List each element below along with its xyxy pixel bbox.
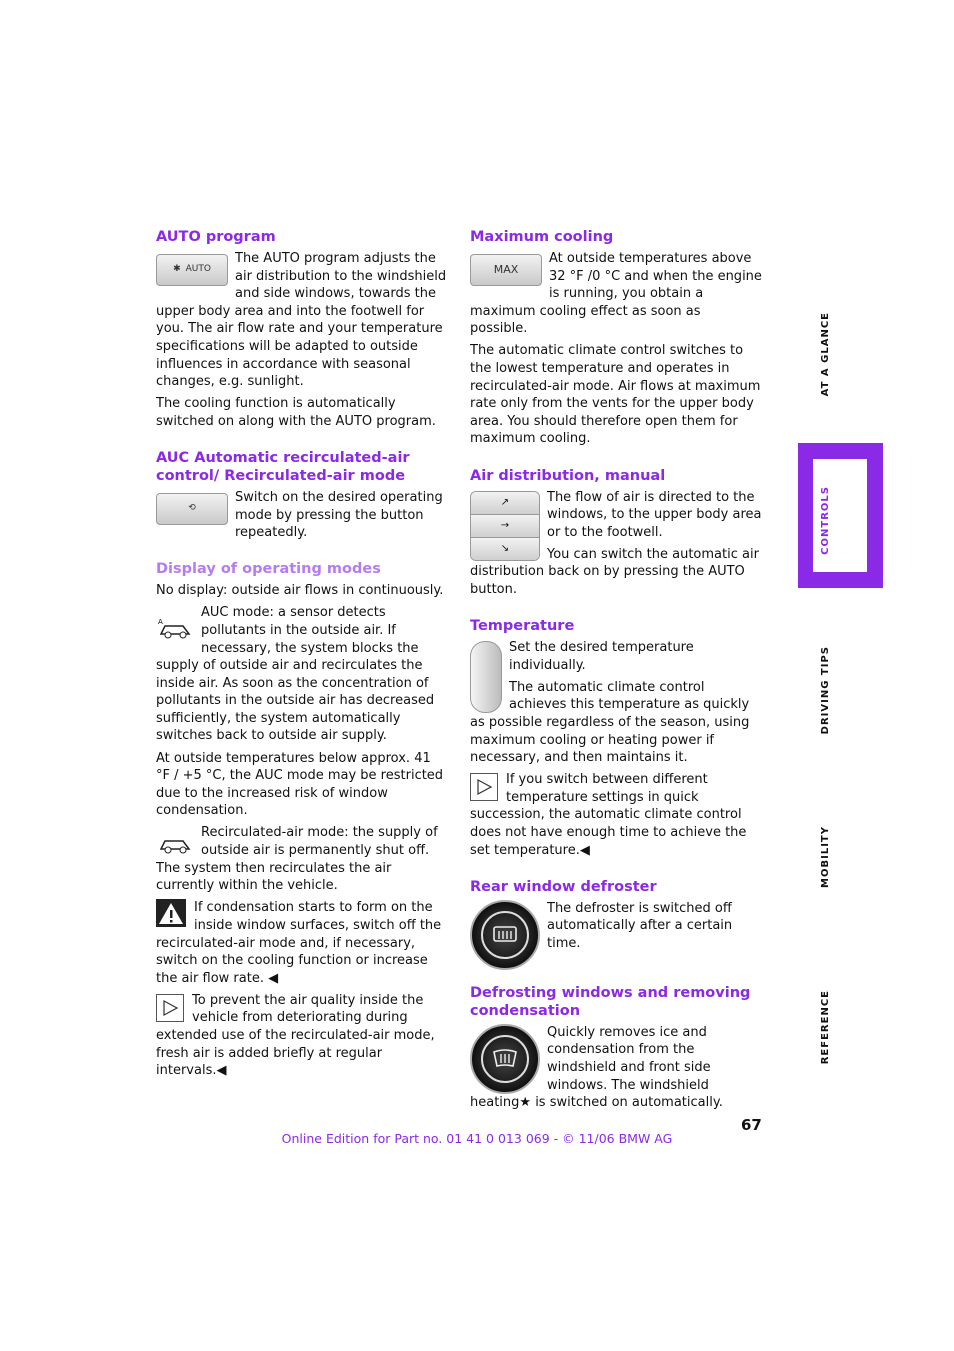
rear-defroster-text: The defroster is switched off automatically after a certain time. (547, 900, 733, 951)
defrosting-block (470, 1020, 762, 1116)
windshield-vent-icon: ↗ (471, 492, 539, 515)
car-recirculation-icon: ⟲ (188, 503, 196, 514)
condensation-warning: If condensation starts to form on the inside window surfaces, switch off the recirculated-air mode and, if necessary, switch on the cooling function or increase the air flow rate. ◀ (156, 900, 442, 986)
tab-mobility[interactable]: MOBILITY (820, 826, 831, 888)
rear-defroster-block (470, 896, 762, 970)
temperature-note: If you switch between different temperature settings in quick succession, the automatic climate control does not have enough time to achieve the set temperature.◀ (470, 772, 747, 858)
defrosting-heading: Defrosting windows and removing condensation (470, 984, 751, 1019)
max-cooling-detail: The automatic climate control switches to the lowest temperature and operates in recirculated-air mode. Air flows at maximum rate only from the vents for the upper body area. You should therefore open them for maximum cooling. (470, 343, 761, 447)
left-column (156, 228, 448, 1084)
tab-driving-tips[interactable]: DRIVING TIPS (820, 646, 831, 735)
rear-window-heat-icon (481, 911, 529, 959)
air-distribution-auto: You can switch the automatic air distribution back on by pressing the AUTO button. (470, 546, 759, 597)
note-icon (470, 773, 498, 801)
recirculation-button-image (156, 493, 228, 525)
temperature-heading: Temperature (470, 618, 575, 635)
page-number: 67 (741, 1116, 762, 1134)
windshield-heat-icon (481, 1035, 529, 1083)
rear-defroster-heading: Rear window defroster (470, 878, 657, 895)
auc-heading: AUC Automatic recirculated-air control/ Recirculated-air mode (156, 449, 410, 484)
temperature-text: Set the desired temperature individually. (509, 640, 694, 673)
upper-body-vent-icon: → (471, 515, 539, 538)
max-cooling-block (470, 246, 762, 453)
tab-at-a-glance[interactable]: AT A GLANCE (820, 312, 831, 397)
rear-defroster-button-image (470, 900, 540, 970)
windshield-defroster-button-image (470, 1024, 540, 1094)
air-distribution-heading: Air distribution, manual (470, 467, 666, 484)
right-column (470, 228, 762, 1116)
footwell-vent-icon: ↘ (471, 538, 539, 561)
no-display-text: No display: outside air flows in continuously. (156, 583, 444, 599)
auto-button-image (156, 254, 228, 286)
auc-text: Switch on the desired operating mode by pressing the button repeatedly. (235, 489, 443, 541)
temperature-block (470, 635, 762, 864)
air-distribution-text: The flow of air is directed to the windows, to the upper body area or to the footwell. (547, 489, 762, 540)
recirculated-mode-indicator-icon (156, 829, 194, 859)
auto-program-cooling: The cooling function is automatically switched on along with the AUTO program. (156, 396, 436, 429)
max-cooling-heading: Maximum cooling (470, 229, 614, 245)
fan-icon: ✱ (173, 264, 181, 275)
max-button-image (470, 254, 542, 286)
tab-reference[interactable]: REFERENCE (820, 990, 831, 1065)
air-distribution-buttons-image (470, 491, 540, 561)
auc-mode-text: AUC mode: a sensor detects pollutants in the outside air. If necessary, the system blocks the supply of outside air and recirculates the inside air. As soon as the concentration of pollutants in the outside air has decreased sufficiently, the system automatically switches back to outside air supply. (156, 605, 435, 744)
footer: Online Edition for Part no. 01 41 0 013 069 - © 11/06 BMW AG (281, 1131, 673, 1146)
display-modes-block (156, 578, 448, 1084)
max-cooling-text: At outside temperatures above 32 °F /0 °C and when the engine is running, you obtain a maximum cooling effect as soon as possible. (470, 251, 762, 337)
auto-program-heading: AUTO program (156, 229, 276, 245)
max-button-label: MAX (493, 263, 519, 277)
auto-program-text: The AUTO program adjusts the air distribution to the windshield and side windows, towards the upper body area and into the footwell for you. The air flow rate and your temperature specifications will be adapted to outside influences in accordance with seasonal changes, e.g. sunlight. (156, 251, 447, 390)
temperature-detail: The automatic climate control achieves this temperature as quickly as possible regardless of the season, using maximum cooling or heating power if necessary, and then maintains it. (470, 679, 750, 766)
svg-text:A: A (158, 618, 163, 627)
air-quality-note: To prevent the air quality inside the vehicle from deteriorating during extended use of the recirculated-air mode, fresh air is added briefly at regular intervals.◀ (156, 992, 435, 1079)
note-icon (156, 994, 184, 1022)
temperature-wheel-image (470, 641, 502, 713)
recirculated-mode-text: Recirculated-air mode: the supply of outside air is permanently shut off. The system then recirculates the air currently within the vehicle. (156, 825, 438, 894)
display-modes-heading: Display of operating modes (156, 561, 381, 578)
tab-controls[interactable]: CONTROLS (820, 486, 831, 555)
auc-mode-indicator-icon (156, 614, 194, 644)
defrosting-text: Quickly removes ice and condensation from the windshield and front side windows. The windshield heating★ is switched on automatically. (470, 1024, 723, 1111)
auc-block (156, 485, 448, 546)
auto-button-label: AUTO (185, 264, 211, 275)
air-distribution-block (470, 485, 762, 604)
auc-temp-text: At outside temperatures below approx. 41 °F / +5 °C, the AUC mode may be restricted due to the increased risk of window condensation. (156, 750, 444, 819)
auto-program-block (156, 246, 448, 435)
warning-icon (156, 899, 186, 927)
